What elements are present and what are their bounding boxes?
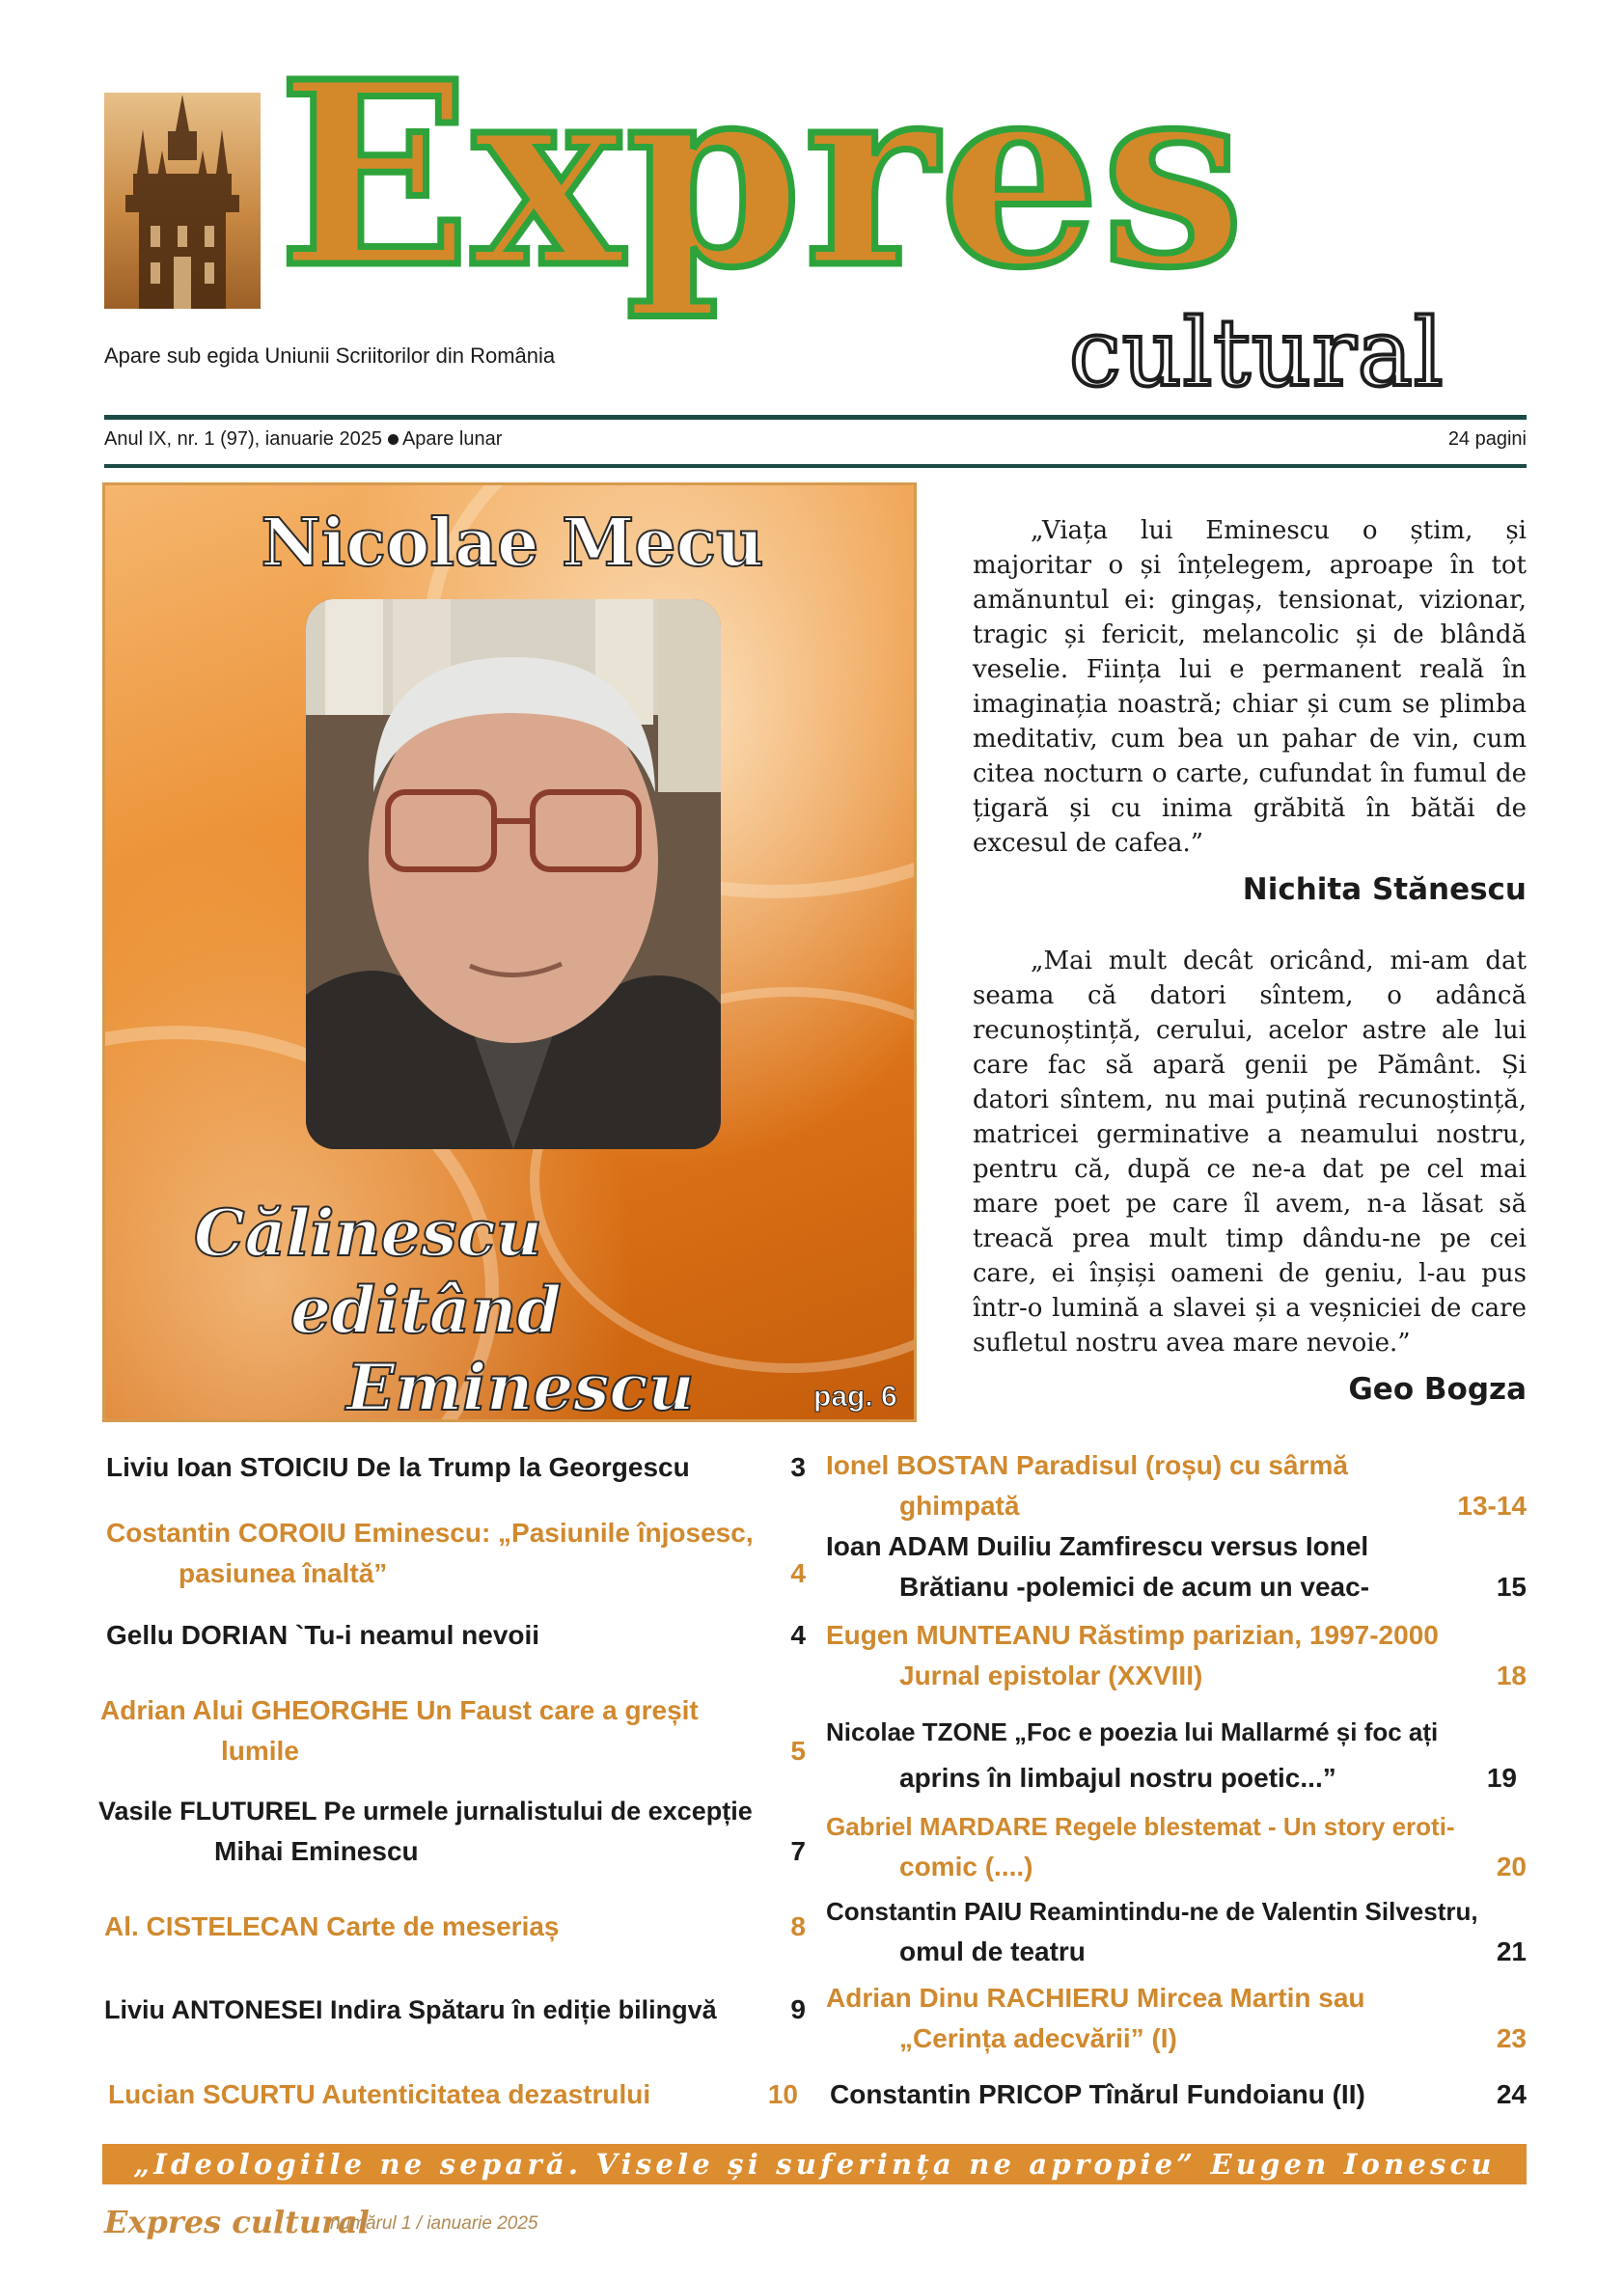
toc-item[interactable] — [830, 2074, 1527, 2115]
issue-frequency: Apare lunar — [401, 428, 503, 450]
toc-page: 5 — [790, 1736, 806, 1766]
toc-title-cont: comic (....) — [899, 1852, 1033, 1881]
toc-item[interactable] — [826, 1445, 1527, 1526]
quote-author: Nichita Stănescu — [1242, 872, 1527, 907]
toc-title-cont: omul de teatru — [899, 1936, 1086, 1966]
toc-page: 4 — [790, 1620, 806, 1650]
issue-info-line — [104, 428, 1527, 457]
egida-line: Apare sub egida Uniunii Scriitorilor din România — [104, 343, 556, 368]
toc-page: 21 — [1496, 1936, 1527, 1966]
toc-title: Nicolae TZONE „Foc e poezia lui Mallarmé și foc ați — [826, 1717, 1439, 1746]
bottom-rule — [104, 464, 1527, 468]
toc-item[interactable] — [826, 1978, 1527, 2059]
toc-page: 19 — [1486, 1763, 1517, 1793]
toc-title: Vasile FLUTUREL Pe urmele jurnalistului de excepție — [98, 1797, 753, 1826]
newspaper-title: Expres — [278, 26, 1247, 323]
toc-item[interactable] — [826, 1526, 1527, 1607]
toc-title: Gabriel MARDARE Regele blestemat - Un story eroti- — [826, 1812, 1455, 1841]
newspaper-subtitle: cultural — [1069, 299, 1445, 407]
quote-block-2 — [973, 944, 1527, 1407]
cover-author-name: Nicolae Mecu — [261, 505, 764, 582]
toc-page: 23 — [1496, 2023, 1527, 2053]
toc-page: 8 — [790, 1911, 806, 1941]
toc-title: Liviu Ioan STOICIU De la Trump la Georgescu — [106, 1452, 690, 1482]
toc-item[interactable] — [98, 1791, 806, 1872]
toc-page: 18 — [1496, 1661, 1527, 1690]
toc-page: 9 — [790, 1994, 806, 2024]
toc-title: Constantin PAIU Reamintindu-ne de Valentin Silvestru, — [826, 1897, 1478, 1926]
toc-page: 7 — [790, 1836, 806, 1866]
toc-page: 20 — [1496, 1852, 1527, 1881]
tower-logo — [104, 93, 261, 309]
toc-item[interactable] — [100, 1690, 806, 1771]
cover-title-line-3: Eminescu — [346, 1350, 695, 1422]
toc-page: 24 — [1496, 2079, 1527, 2109]
toc-item[interactable] — [826, 1891, 1527, 1972]
toc-item[interactable] — [104, 1990, 806, 2030]
toc-page: 4 — [790, 1558, 806, 1588]
toc-title: Gellu DORIAN `Tu-i neamul nevoii — [106, 1620, 540, 1650]
toc-title: Ioan ADAM Duiliu Zamfirescu versus Ionel — [826, 1531, 1369, 1561]
toc-title-cont: „Cerința adecvării” (I) — [899, 2023, 1177, 2053]
quote-text: „Mai mult decât oricând, mi-am dat seama că datori sîntem, o adâncă recunoștință, cerului, acelor astre ale lui care fac să apară genii pe Pământ. Și datori sîntem, nu mai puțină recunoștință, matricei germinative a neamului nostru, pentru că, după ce ne-a dat pe cel mai mare poet pe care îl avem, n-a lăsat să treacă prea mult timp dându-ne pe cei care, ei înșiși oameni de geniu, l-au pus într-o lumină a slavei și a veșniciei de care sufletul nostru avea mare nevoie.” — [973, 947, 1527, 1358]
cover-page-ref: pag. 6 — [813, 1381, 897, 1413]
toc-item[interactable] — [108, 2074, 798, 2115]
quote-text: „Viața lui Eminescu o știm, și majoritar o și înțelegem, aproape în tot amănuntul ei: gingaș, tensionat, vizionar, tragic și fericit, melancolic și de blândă veselie. Ființa lui e permanent reală în imaginația noastră; chiar și cum se plimba meditativ, cum bea un pahar de vin, cum citea nocturn o carte, cufundat în fumul de țigară și cu inima grăbită în bătăi de excesul de cafea.” — [973, 516, 1527, 858]
footer-issue: numărul 1 / ianuarie 2025 — [330, 2213, 538, 2234]
cover-title-line-1: Călinescu — [194, 1195, 542, 1271]
quote-block-1 — [973, 513, 1527, 907]
motto-banner: „Ideologiile ne separă. Visele și suferința ne apropie” Eugen Ionescu — [102, 2144, 1527, 2184]
toc-title-cont: lumile — [221, 1736, 299, 1766]
toc-title: Eugen MUNTEANU Răstimp parizian, 1997-2000 — [826, 1620, 1439, 1650]
toc-title-cont: aprins în limbajul nostru poetic...” — [899, 1763, 1336, 1793]
toc-item[interactable] — [106, 1513, 806, 1594]
toc-title-cont: Brătianu -polemici de acum un veac- — [899, 1572, 1370, 1602]
toc-item[interactable] — [826, 1806, 1527, 1887]
toc-title: Ionel BOSTAN Paradisul (roșu) cu sârmă — [826, 1450, 1348, 1480]
toc-title-cont: ghimpată — [899, 1491, 1020, 1521]
top-rule — [104, 415, 1527, 420]
footer-title: Expres cultural — [104, 2204, 370, 2240]
toc-page: 10 — [767, 2079, 798, 2109]
toc-title: Lucian SCURTU Autenticitatea dezastrului — [108, 2079, 651, 2109]
toc-title-cont: pasiunea înaltă” — [179, 1558, 388, 1588]
toc-page: 13-14 — [1457, 1491, 1527, 1521]
toc-item[interactable] — [104, 1907, 806, 1947]
toc-title: Liviu ANTONESEI Indira Spătaru în ediție bilingvă — [104, 1995, 717, 2024]
author-photo — [306, 599, 721, 1149]
toc-title: Adrian Dinu RACHIERU Mircea Martin sau — [826, 1983, 1365, 2013]
toc-item[interactable] — [826, 1615, 1527, 1696]
issue-number: Anul IX, nr. 1 (97), ianuarie 2025 — [104, 428, 382, 450]
cover-feature[interactable] — [102, 482, 917, 1422]
page-count: 24 pagini — [1447, 428, 1527, 450]
toc-title: Constantin PRICOP Tînărul Fundoianu (II) — [830, 2079, 1365, 2109]
toc-item[interactable] — [106, 1615, 806, 1656]
toc-page: 3 — [790, 1452, 806, 1482]
toc-title-cont: Mihai Eminescu — [214, 1836, 419, 1866]
bullet-icon — [388, 434, 399, 445]
toc-title: Adrian Alui GHEORGHE Un Faust care a greșit — [100, 1695, 699, 1725]
issue-info-left — [104, 428, 502, 451]
toc-title: Costantin COROIU Eminescu: „Pasiunile înjosesc, — [106, 1518, 754, 1548]
toc-title-cont: Jurnal epistolar (XXVIII) — [899, 1661, 1203, 1690]
toc-title: Al. CISTELECAN Carte de meseriaș — [104, 1911, 560, 1941]
quote-author: Geo Bogza — [1348, 1372, 1527, 1407]
cover-title-line-2: editând — [290, 1273, 562, 1348]
toc-item[interactable] — [826, 1712, 1517, 1798]
toc-item[interactable] — [106, 1447, 806, 1488]
toc-page: 15 — [1496, 1572, 1527, 1602]
